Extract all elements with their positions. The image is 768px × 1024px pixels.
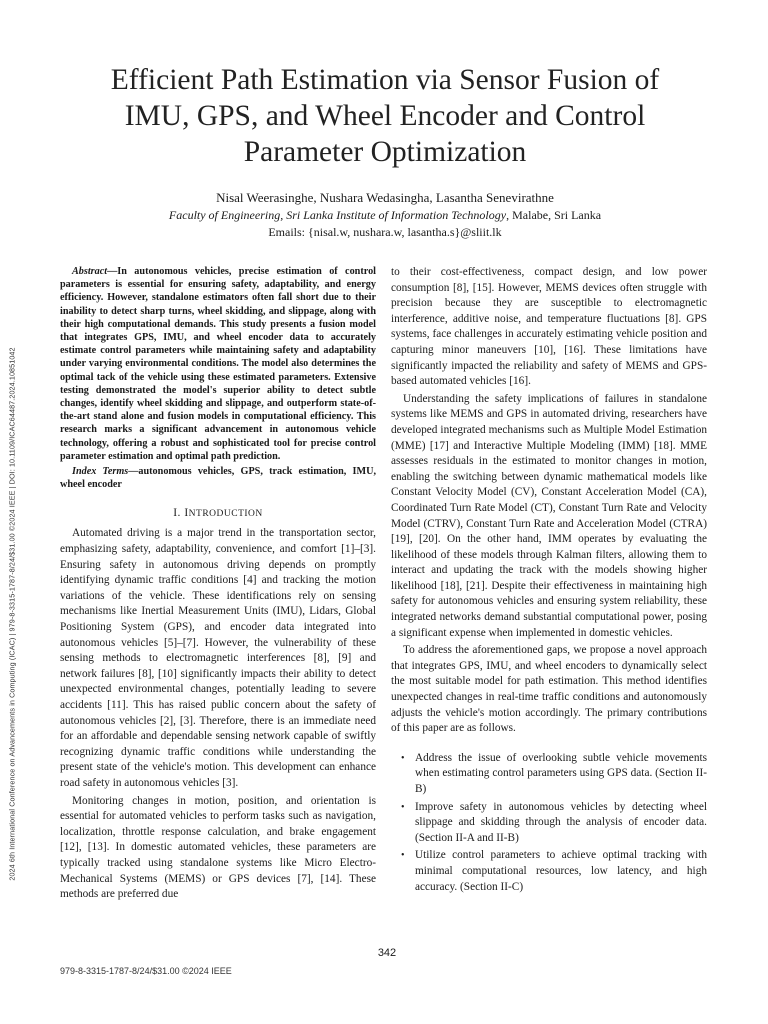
- index-terms-text: —autonomous vehicles, GPS, track estimation, IMU, wheel encoder: [60, 466, 376, 491]
- footer-copyright: 979-8-3315-1787-8/24/$31.00 ©2024 IEEE: [60, 966, 232, 976]
- contributions-list: [391, 751, 707, 895]
- abstract-text: —In autonomous vehicles, precise estimation of control parameters is essential for ensuring safety, adaptability, and energy efficiency. However, standalone estimators often fall short due to their inability to detect sharp turns, wheel skidding, and slippage, along with their high computational demands. This study presents a fusion model that integrates GPS, IMU, and wheel encoder data to accurately estimate control parameters while maintaining safety and adaptability under varying environmental conditions. The model also determines the optimal tack of the vehicle using these estimated parameters. Extensive testing demonstrated the model's superior ability to detect subtle changes, identify wheel skidding and slippage, and outperform state-of-the-art stand alone and fusion models in computational efficiency. This research marks a significant advancement in autonomous vehicle technology, offering a robust and sophisticated tool for precise control parameter estimation and optimal path prediction.: [60, 266, 376, 462]
- section-heading-introduction: [60, 505, 376, 522]
- authors: Nisal Weerasinghe, Nushara Wedasingha, Lasantha Senevirathne: [216, 190, 554, 205]
- list-item: [391, 800, 707, 847]
- abstract: [60, 265, 376, 491]
- title-line: IMU, GPS, and Wheel Encoder and Control: [124, 100, 646, 132]
- section-rest: NTRODUCTION: [188, 509, 263, 520]
- body-paragraph: Monitoring changes in motion, position, and orientation is essential for automated vehicles to perform tasks such as navigation, localization, throttle response calculation, and brake engagement [12], [13]. In domestic automated vehicles, these parameters are typically tracked using standalone systems like Micro Electro-Mechanical Systems (MEMS) or GPS devices [7], [14]. These methods are preferred due: [60, 794, 376, 901]
- list-item-text: Utilize control parameters to achieve optimal tracking with minimal computational resources, low latency, and high accuracy. (Section II-C): [415, 849, 707, 893]
- doi-sidebar: [4, 262, 20, 966]
- abstract-label: Abstract: [72, 266, 108, 277]
- section-number: I.: [173, 507, 181, 520]
- left-column: [60, 265, 376, 903]
- title-line: Parameter Optimization: [243, 136, 527, 168]
- body-paragraph: to their cost-effectiveness, compact design, and low power consumption [8], [15]. However, MEMS devices often struggle with precision because they are susceptible to electromagnetic interference, additive noise, and temperature fluctuations [8]. GPS systems, face challenges in accurately estimating vehicle position and capturing minor maneuvers [10], [16]. These limitations have significantly impacted the reliability and safety of MEMS and GPS-based automated vehicles [16].: [391, 266, 707, 388]
- abstract-paragraph: [60, 265, 376, 463]
- list-item: [391, 848, 707, 895]
- list-item-text: Improve safety in autonomous vehicles by detecting wheel slippage and skidding through the analysis of encoder data. (Section II-A and II-B): [415, 800, 707, 844]
- bullet-icon: •: [401, 850, 405, 862]
- doi-sidebar-text: 2024 6th International Conference on Advancements in Computing (ICAC) | 979-8-3315-1787-8/24/$31.00 ©2024 IEEE | DOI: 10.1109/ICAC64487.2024.10851042: [7, 347, 17, 881]
- affiliation-institution: Faculty of Engineering, Sri Lanka Institute of Information Technology: [168, 208, 507, 222]
- body-paragraph: Automated driving is a major trend in the transportation sector, emphasizing safety, adaptability, convenience, and comfort [1]–[3]. Ensuring safety in autonomous driving depends on promptly identifying dynamic traffic conditions [4] and tracking the motion variations of the vehicle. These identifications rely on sensing mechanisms like Inertial Measurement Units (IMU), Lidars, Global Positioning System (GPS), and encoder data integrated into autonomous vehicles [5]–[7]. However, the vulnerability of these sensing methods to electromagnetic interferences [8], [9] and network failures [8], [10] significantly impacts their ability to detect unexpected environmental changes, potentially leading to severe accidents [11]. This has raised public concern about the safety of autonomous vehicles [2], [3]. Therefore, there is an immediate need for an affordable and dependable sensing network capable of swiftly recognizing dynamic traffic conditions while understanding the present state of the vehicle's motion. This development can enhance road safety in autonomous vehicles [3].: [60, 527, 376, 789]
- list-item: [391, 751, 707, 798]
- affiliation-location: , Malabe, Sri Lanka: [506, 208, 602, 222]
- body-paragraph: Understanding the safety implications of failures in standalone systems like MEMS and GPS in automated driving, researchers have developed integrated mechanisms such as Multiple Model Estimation (MME) [17] and Interactive Multiple Modeling (IMM) [18]. MME assesses residuals in the estimated to monitor changes in motion, enabling the switching between dynamic mathematical models like Constant Velocity Model (CV), Constant Acceleration Model (CA), Coordinated Turn Rate Model (CT), Constant Turn Rate and Velocity Model (CTRV), Constant Turn Rate and Acceleration Model (CTRA) [19], [20]. On the other hand, IMM operates by evaluating the likelihood of these models through Kalman filters, allowing them to interact and updating the track with the models showing higher likelihood [18], [21]. Despite their effectiveness in maintaining high safety for autonomous vehicles and ensuring system reliability, these integrated networks demand substantial computational power, posing a significant expense when implemented in domestic vehicles.: [391, 392, 707, 639]
- affiliation: [60, 208, 710, 223]
- bullet-icon: •: [401, 801, 405, 813]
- paper-title: [60, 62, 710, 170]
- page-number: 342: [377, 947, 397, 959]
- list-item-text: Address the issue of overlooking subtle vehicle movements when estimating control parameters using GPS data. (Section II-B): [415, 751, 707, 795]
- index-terms-label: Index Terms: [72, 466, 129, 478]
- section-first-letter: I: [184, 507, 189, 520]
- body-paragraph: To address the aforementioned gaps, we propose a novel approach that integrates GPS, IMU, and wheel encoders to dynamically select the most suitable model for path estimation. This method identifies unexpected changes in real-time traffic conditions and autonomously adjusts the vehicle's motion accordingly. The primary contributions of this paper are as follows.: [391, 644, 707, 735]
- right-column: [391, 265, 707, 897]
- title-line: Efficient Path Estimation via Sensor Fusion of: [110, 64, 660, 96]
- index-terms: [60, 465, 376, 491]
- emails: Emails: {nisal.w, nushara.w, lasantha.s}@sliit.lk: [268, 225, 502, 239]
- bullet-icon: •: [401, 752, 405, 764]
